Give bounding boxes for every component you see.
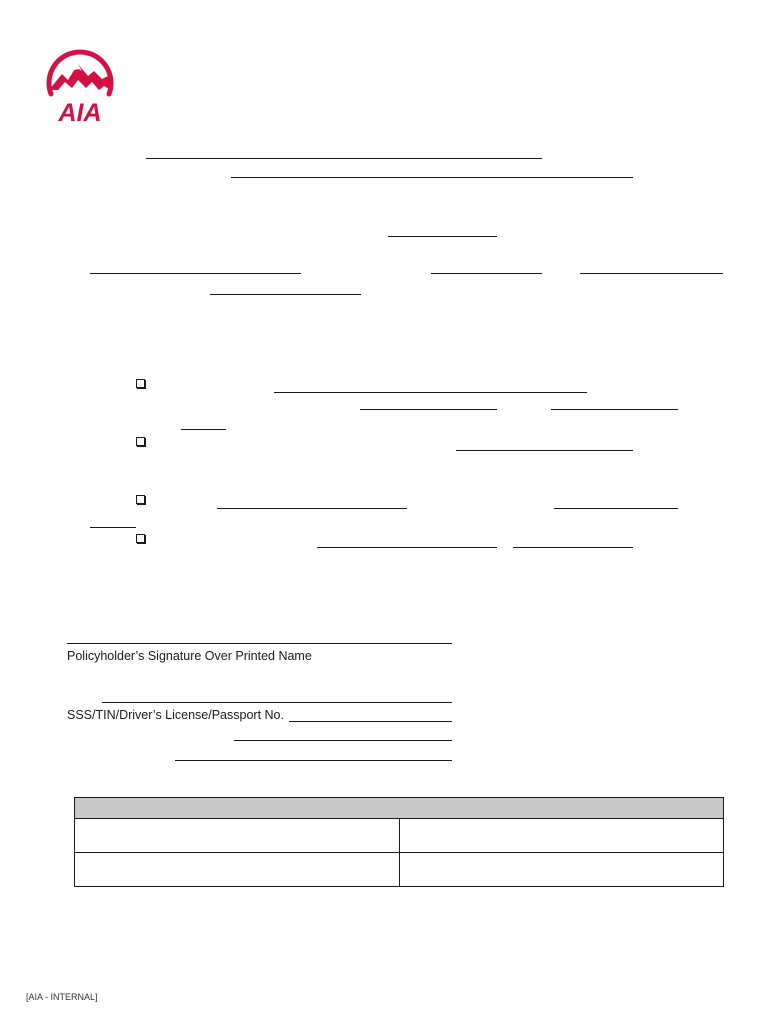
field-line-option-1b[interactable] [360, 409, 497, 410]
policyholder-signature-label: Policyholder’s Signature Over Printed Name [67, 649, 312, 663]
table-cell[interactable] [399, 853, 724, 887]
field-line-id-number[interactable] [289, 721, 452, 722]
field-line-signature-4[interactable] [175, 760, 452, 761]
classification-footer: [AIA - INTERNAL] [26, 992, 98, 1002]
field-line-option-1d[interactable] [181, 429, 226, 430]
field-line-signature-3[interactable] [234, 740, 452, 741]
aia-logo [44, 46, 116, 126]
table-cell[interactable] [399, 819, 724, 853]
field-line-policy-no[interactable] [388, 236, 497, 237]
checkbox-option-1[interactable] [136, 379, 145, 388]
field-line-option-1a[interactable] [274, 392, 587, 393]
table-row [75, 853, 724, 887]
aia-logo-text: AIA [58, 99, 102, 126]
field-line-detail-3[interactable] [580, 273, 723, 274]
checkbox-option-4[interactable] [136, 534, 145, 543]
checkbox-option-3[interactable] [136, 495, 145, 504]
field-line-detail-4[interactable] [210, 294, 361, 295]
table-cell[interactable] [75, 819, 400, 853]
table-row [75, 819, 724, 853]
checkbox-option-2[interactable] [136, 437, 145, 446]
table-header-cell [75, 798, 724, 819]
table-cell[interactable] [75, 853, 400, 887]
field-line-detail-2[interactable] [431, 273, 542, 274]
field-line-option-3a[interactable] [217, 508, 407, 509]
field-line-name[interactable] [146, 158, 542, 159]
id-number-label: SSS/TIN/Driver’s License/Passport No. [67, 708, 284, 722]
field-line-option-1c[interactable] [551, 409, 678, 410]
field-line-detail-1[interactable] [90, 273, 301, 274]
field-line-address[interactable] [231, 177, 633, 178]
field-line-option-4a[interactable] [317, 547, 497, 548]
table-header-row [75, 798, 724, 819]
field-line-option-4b[interactable] [513, 547, 633, 548]
field-line-option-3b[interactable] [554, 508, 678, 509]
office-use-table [74, 797, 724, 887]
field-line-signature-2[interactable] [102, 702, 452, 703]
field-line-option-2a[interactable] [456, 450, 633, 451]
signature-line[interactable] [67, 643, 452, 644]
field-line-option-3c[interactable] [90, 527, 136, 528]
